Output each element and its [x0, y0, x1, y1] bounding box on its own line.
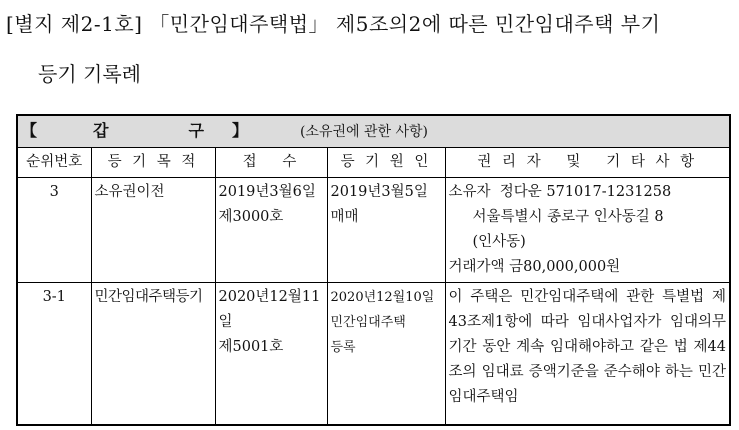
- receipt-date: 2019년3월6일: [218, 184, 316, 200]
- owner-address-dong: (인사동): [472, 234, 526, 250]
- receipt-date: 2020년12월11일: [218, 289, 321, 330]
- cause-text-1: 민간임대주택: [330, 315, 406, 330]
- column-header-row: [17, 148, 730, 178]
- section-bracket-open: 【: [21, 121, 38, 140]
- row-receipt: [215, 283, 327, 426]
- col-header-rank: 순위번호: [17, 148, 91, 178]
- cause-date: 2020년12월10일: [330, 290, 435, 305]
- form-heading: [별지 제2-1호] 「민간임대주택법」 제5조의2에 따른 민간임대주택 부기: [6, 12, 661, 36]
- row-rank-number: 3: [17, 178, 91, 283]
- owner-address: 서울특별시 종로구 인사동길 8: [472, 209, 664, 225]
- row-purpose: 민간임대주택등기: [91, 283, 215, 426]
- section-char-2: 구: [188, 121, 204, 140]
- table-row: [17, 178, 730, 283]
- col-header-receipt: 접 수: [215, 148, 327, 178]
- cause-text-2: 등록: [330, 340, 356, 355]
- receipt-number: 제5001호: [218, 339, 284, 355]
- section-header: [17, 115, 730, 148]
- cause-text: 매매: [330, 209, 359, 225]
- receipt-number: 제3000호: [218, 209, 284, 225]
- owner-line: 소유자 정다운 571017-1231258: [448, 184, 672, 200]
- transaction-price: 거래가액 금80,000,000원: [448, 259, 621, 275]
- section-bracket-close: 】: [231, 121, 248, 140]
- row-receipt: [215, 178, 327, 283]
- cause-date: 2019년3월5일: [330, 184, 428, 200]
- row-rank-number: 3-1: [17, 283, 91, 426]
- row-purpose: 소유권이전: [91, 178, 215, 283]
- table-row: [17, 283, 730, 426]
- row-remark: 이 주택은 민간임대주택에 관한 특별법 제43조제1항에 따라 임대사업자가 임대의무기간 동안 계속 임대해야하고 같은 법 제44조의 임대료 증액기준을 준수해야 하는 민간임대주택임: [445, 283, 730, 426]
- form-subheading: 등기 기록례: [38, 62, 141, 86]
- registry-table: [16, 114, 731, 426]
- section-char-1: 갑: [93, 121, 109, 140]
- row-cause: [327, 178, 445, 283]
- col-header-rights: 권 리 자 및 기 타 사 항: [445, 148, 730, 178]
- section-note: (소유권에 관한 사항): [299, 124, 428, 140]
- col-header-purpose: 등 기 목 적: [91, 148, 215, 178]
- row-rights: [445, 178, 730, 283]
- col-header-cause: 등 기 원 인: [327, 148, 445, 178]
- row-cause: [327, 283, 445, 426]
- section-header-row: [17, 115, 730, 148]
